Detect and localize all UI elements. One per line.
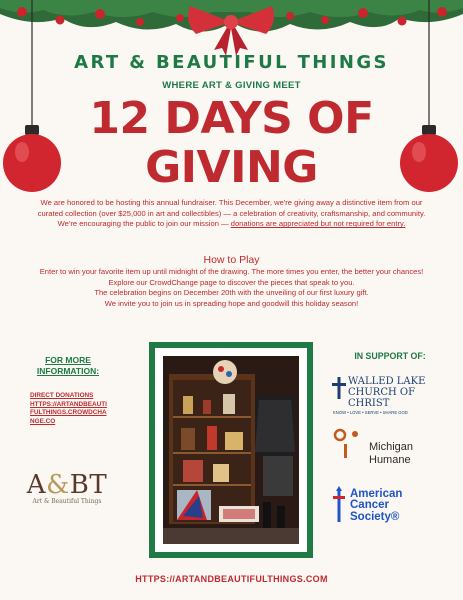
more-info-heading: FOR MORE INFORMATION:	[36, 355, 100, 376]
howto-paragraph-1: Enter to win your favorite item up until midnight of the drawing. The more times you enter, the better your chances! Explore our CrowdChange page to discover the pieces that speak to you.	[39, 267, 424, 287]
logo-letter-a: A	[26, 470, 47, 500]
display-cabinet-image	[163, 356, 299, 544]
humane-line-2: Humane	[369, 454, 411, 466]
acs-line-3: Society®	[350, 510, 400, 523]
crowdchange-url-link[interactable]: HTTPS://ARTANDBEAUTIFULTHINGS.CROWDCHANGE.CO	[30, 400, 107, 425]
paw-dots-icon	[333, 427, 367, 461]
acs-line-1: American	[350, 488, 403, 500]
in-support-of-heading: IN SUPPORT OF:	[354, 351, 426, 361]
collection-photo	[163, 356, 299, 544]
direct-donations-link[interactable]: DIRECT DONATIONS	[30, 392, 94, 399]
intro-text	[30, 198, 433, 230]
website-url-link[interactable]: HTTPS://ARTANDBEAUTIFULTHINGS.COM	[135, 574, 328, 584]
acs-line-2: Cancer	[350, 499, 389, 512]
headline-line-1: 12 DAYS OF	[89, 93, 374, 144]
michigan-humane-name	[369, 441, 413, 467]
logo-mark	[24, 470, 110, 500]
art-beautiful-things-logo	[24, 470, 110, 505]
donations-note-link[interactable]: donations are appreciated but not required for entry.	[230, 219, 406, 229]
walled-lake-logo	[330, 376, 452, 415]
acs-sword-icon	[332, 486, 346, 524]
tagline: WHERE ART & GIVING MEET	[162, 80, 301, 91]
headline	[0, 94, 463, 192]
howto-paragraph-3: We invite you to join us in spreading hope and goodwill this holiday season!	[104, 298, 359, 308]
how-to-play-heading: How to Play	[203, 254, 260, 266]
collection-photo-frame	[149, 342, 313, 558]
intro-paragraph: We are honored to be hosting this annual fundraiser. This December, we're giving away a distinctive item from our curated collection (over $25,000 in art and collectibles) — a celebration of creativity, craftsmanship, and community.	[37, 198, 426, 218]
cross-icon	[332, 377, 346, 399]
acs-name	[350, 489, 402, 523]
how-to-play-text	[28, 267, 435, 309]
mission-paragraph	[30, 219, 433, 230]
brand-name: ART & BEAUTIFUL THINGS	[74, 52, 389, 73]
walled-lake-line-2: CHURCH OF CHRIST	[348, 387, 416, 409]
logo-ampersand: &	[46, 470, 70, 500]
logo-letters-bt: BT	[69, 470, 108, 500]
logo-subtitle: Art & Beautiful Things	[32, 498, 102, 505]
humane-line-1: Michigan	[369, 441, 414, 453]
walled-lake-tagline: KNOW • LOVE • SERVE • SHARE GOD	[333, 410, 408, 415]
direct-donations	[30, 392, 108, 426]
howto-paragraph-2: The celebration begins on December 20th with the unveiling of our first luxury gift.	[94, 288, 369, 298]
walled-lake-line-1: WALLED LAKE	[348, 376, 426, 387]
mission-lead: We're encouraging the public to join our mission —	[57, 219, 231, 229]
headline-line-2: GIVING	[145, 142, 318, 193]
